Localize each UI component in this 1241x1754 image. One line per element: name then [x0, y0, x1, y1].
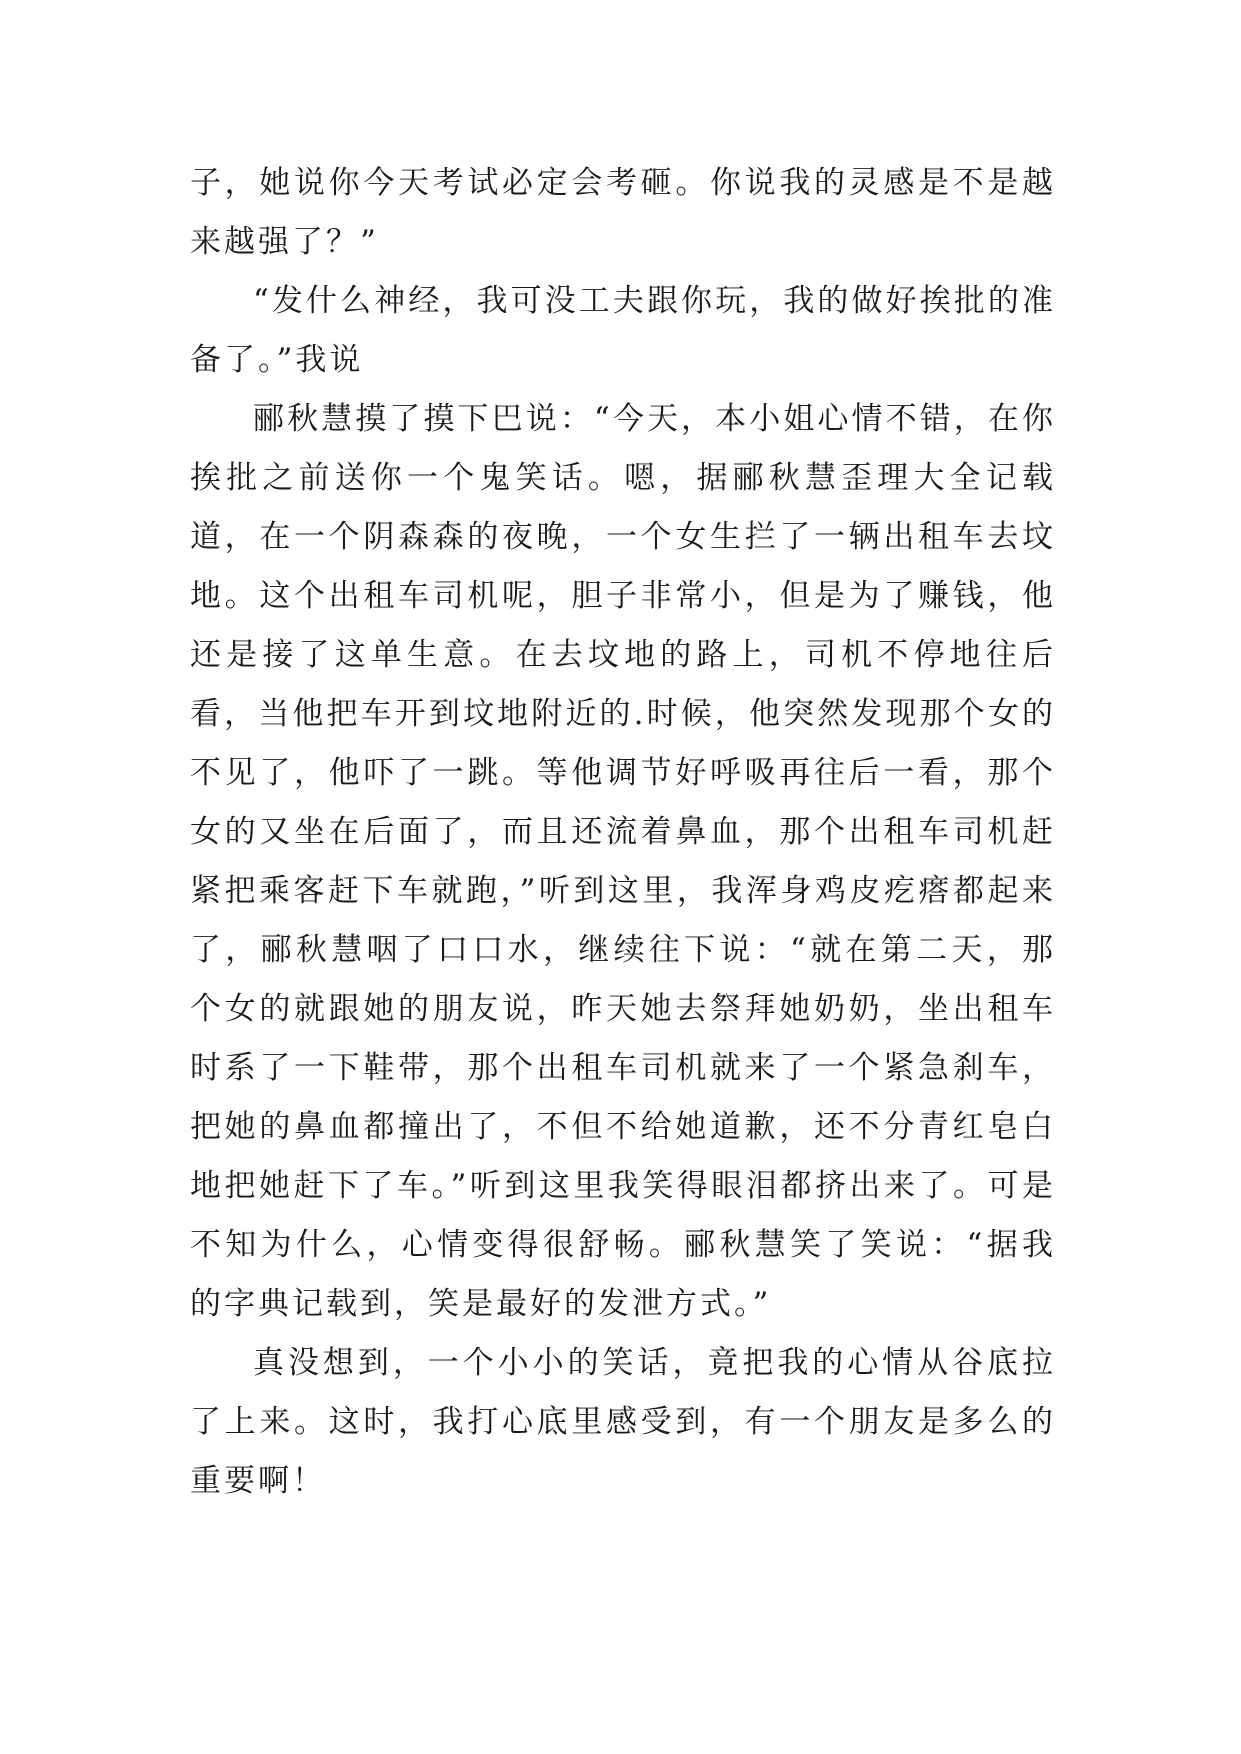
paragraph-continuation: 子，她说你今天考试必定会考砸。你说我的灵感是不是越来越强了？”: [190, 165, 1056, 260]
body-text: [190, 154, 1056, 1511]
paragraph-conclusion: 真没想到，一个小小的笑话，竟把我的心情从谷底拉了上来。这时，我打心底里感受到，有一个朋友是多么的重要啊！: [190, 1345, 1056, 1499]
paragraph-reply: “发什么神经，我可没工夫跟你玩，我的做好挨批的准备了。”我说: [190, 283, 1056, 378]
paragraph-joke: 郦秋慧摸了摸下巴说：“今天，本小姐心情不错，在你挨批之前送你一个鬼笑话。嗯，据郦秋慧歪理大全记载道，在一个阴森森的夜晚，一个女生拦了一辆出租车去坟地。这个出租车司机呢，胆子非常小，但是为了赚钱，他还是接了这单生意。在去坟地的路上，司机不停地往后看，当他把车开到坟地附近的.时候，他突然发现那个女的不见了，他吓了一跳。等他调节好呼吸再往后一看，那个女的又坐在后面了，而且还流着鼻血，那个出租车司机赶紧把乘客赶下车就跑，”听到这里，我浑身鸡皮疙瘩都起来了，郦秋慧咽了口口水，继续往下说：“就在第二天，那个女的就跟她的朋友说，昨天她去祭拜她奶奶，坐出租车时系了一下鞋带，那个出租车司机就来了一个紧急刹车，把她的鼻血都撞出了，不但不给她道歉，还不分青红皂白地把她赶下了车。”听到这里我笑得眼泪都挤出来了。可是不知为什么，心情变得很舒畅。郦秋慧笑了笑说：“据我的字典记载到，笑是最好的发泄方式。”: [190, 401, 1056, 1322]
